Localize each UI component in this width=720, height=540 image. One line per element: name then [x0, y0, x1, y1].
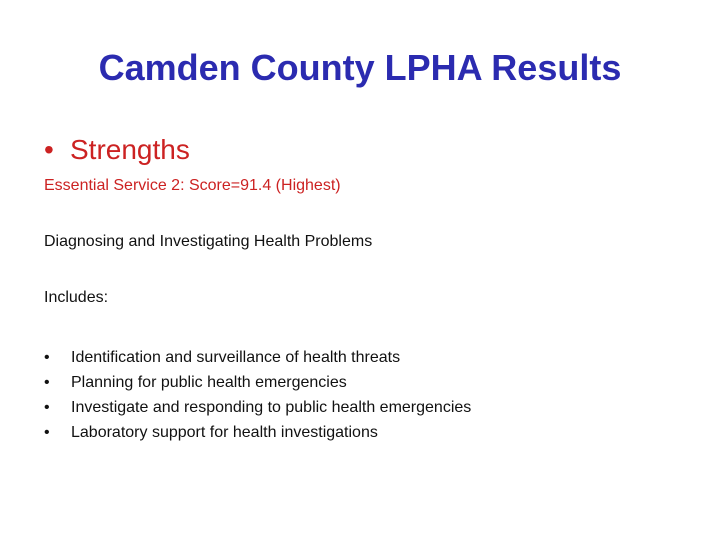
list-item	[44, 420, 471, 445]
slide-title: Camden County LPHA Results	[98, 47, 622, 88]
list-item-text: Planning for public health emergencies	[71, 374, 347, 391]
list-item-text: Identification and surveillance of health threats	[71, 349, 401, 366]
list-item	[44, 370, 471, 395]
bullet-icon: •	[44, 399, 50, 416]
list-item-text: Investigate and responding to public health emergencies	[71, 399, 472, 416]
bullet-icon: •	[44, 374, 50, 391]
list-item-text: Laboratory support for health investigations	[71, 424, 378, 441]
list-item	[44, 395, 471, 420]
bullet-icon: •	[44, 424, 50, 441]
includes-label: Includes:	[44, 289, 109, 306]
bullet-icon: •	[44, 134, 54, 165]
bullet-icon: •	[44, 349, 50, 366]
essential-service-subheading: Essential Service 2: Score=91.4 (Highest)	[44, 177, 341, 194]
includes-list	[44, 345, 471, 445]
list-item	[44, 345, 471, 370]
section-label: Strengths	[70, 134, 190, 165]
section-heading	[44, 130, 190, 170]
service-description: Diagnosing and Investigating Health Problems	[44, 233, 373, 250]
